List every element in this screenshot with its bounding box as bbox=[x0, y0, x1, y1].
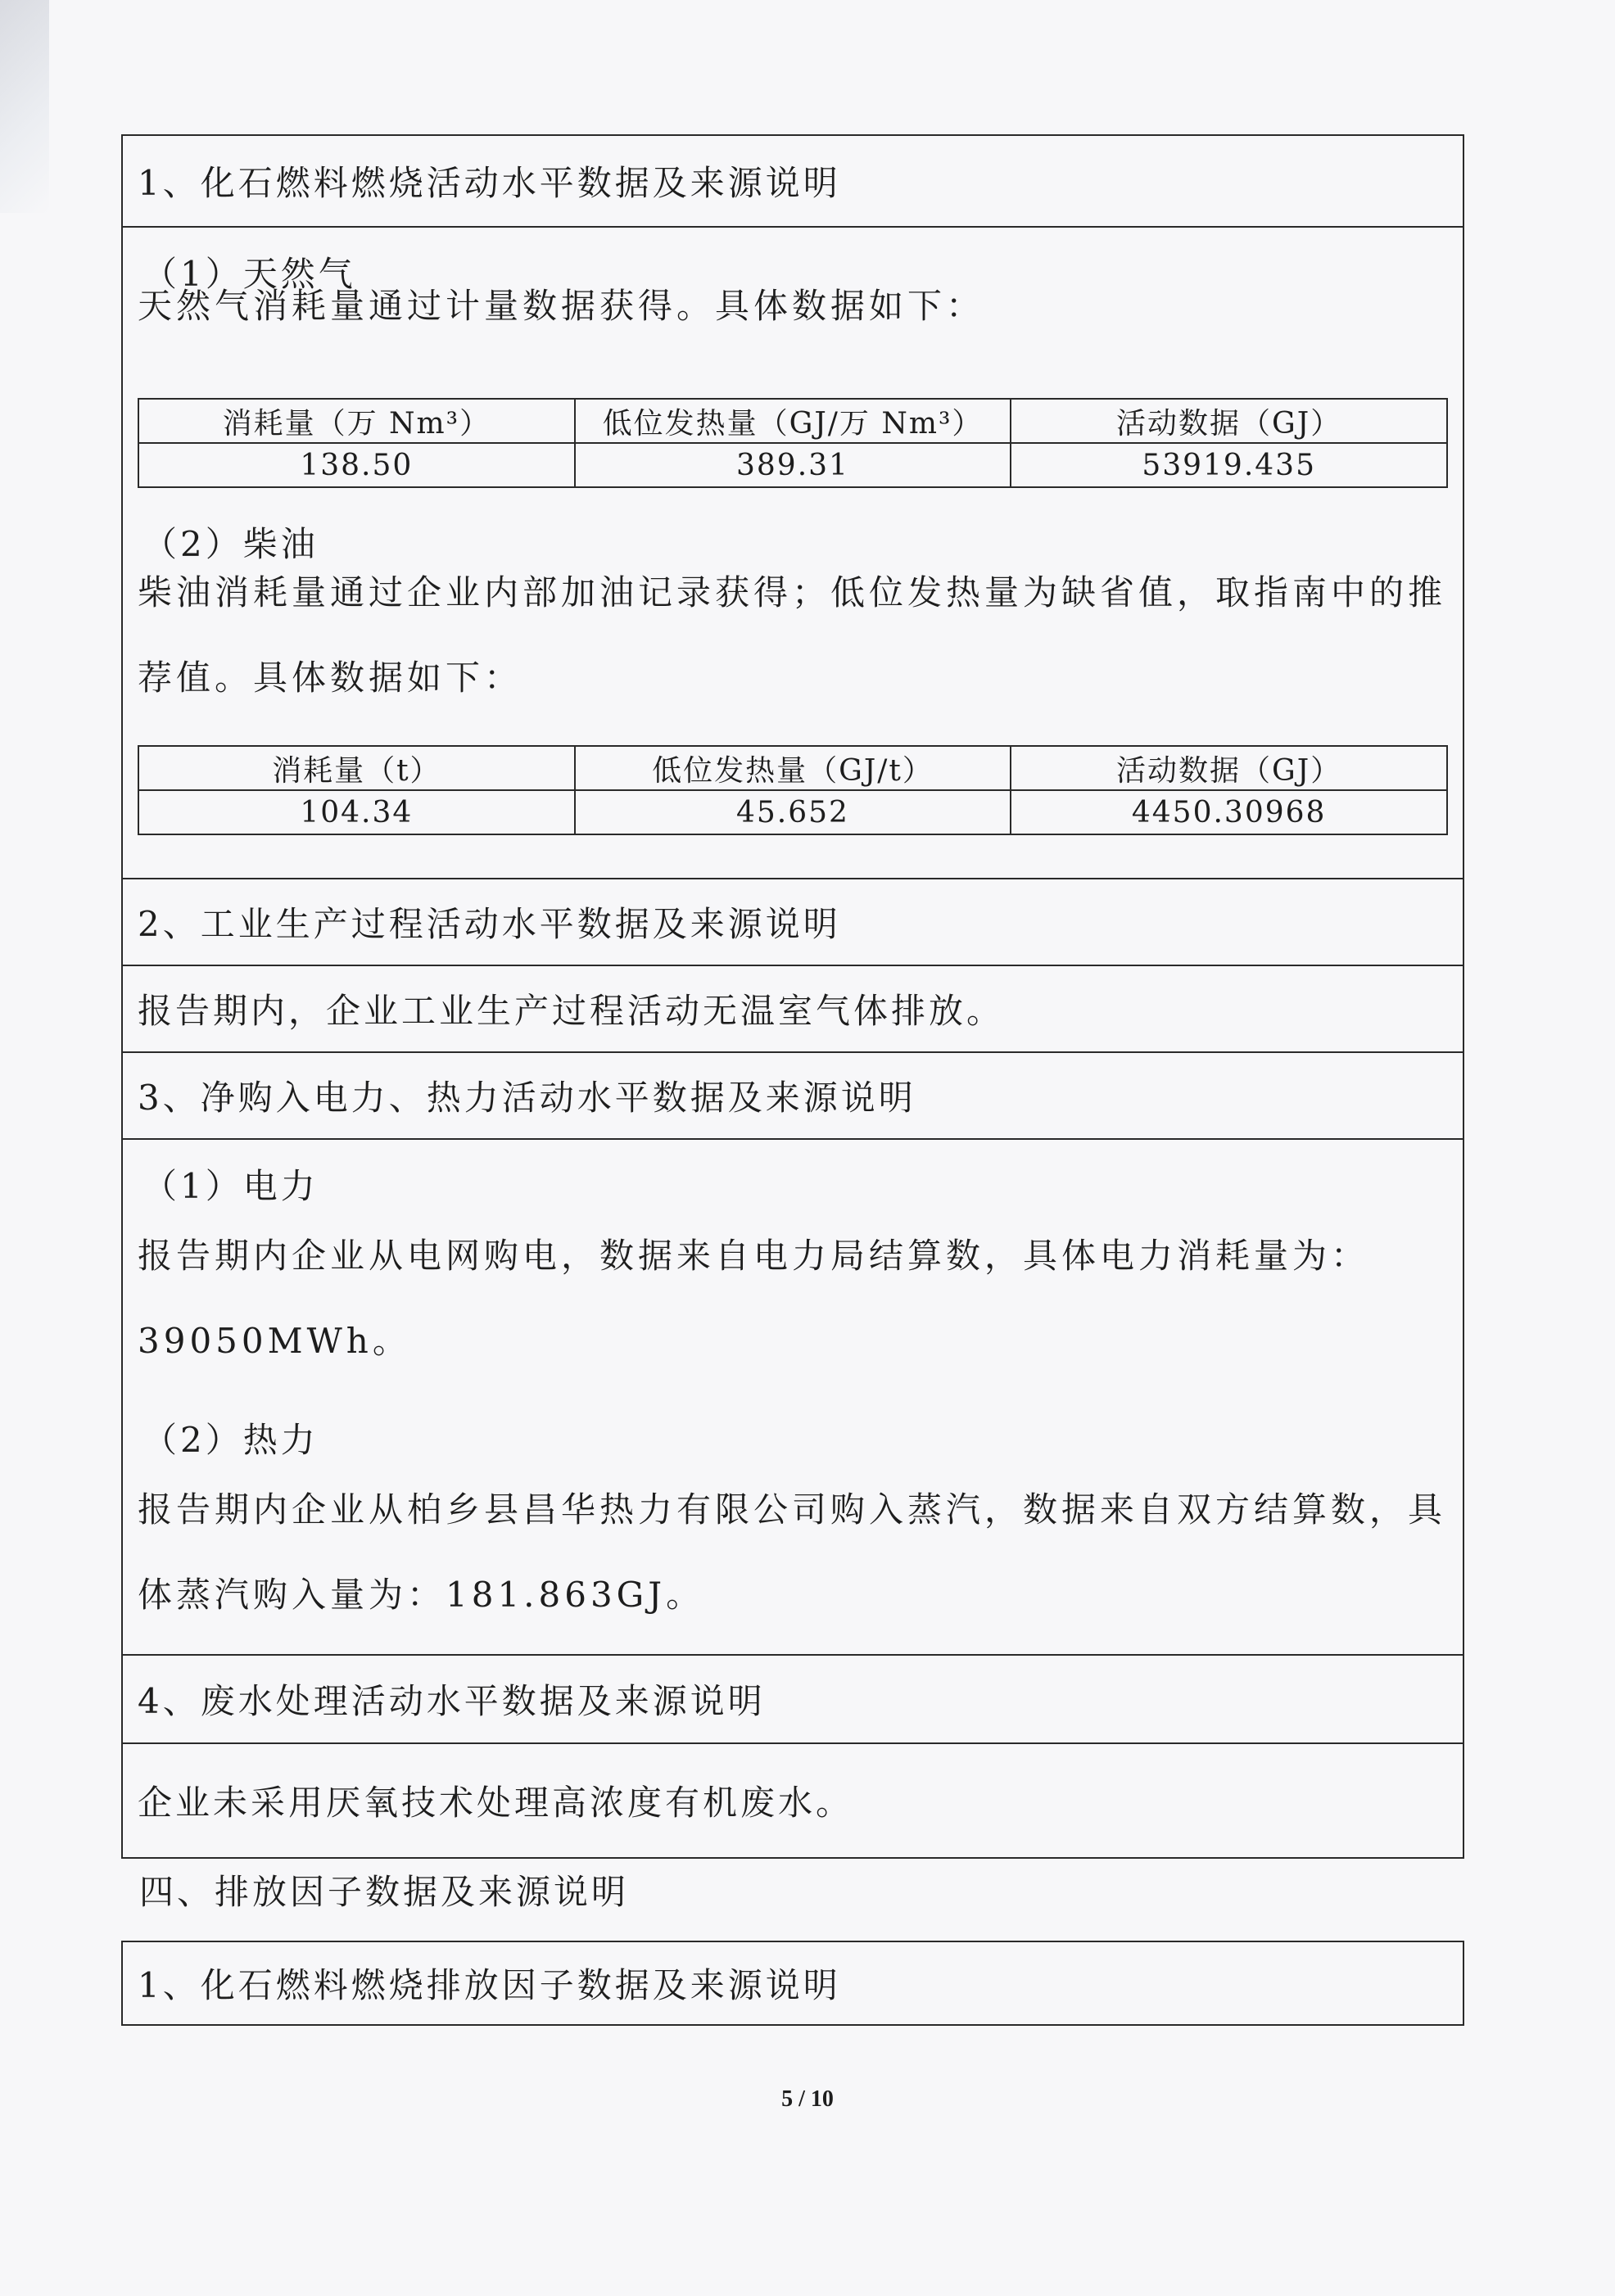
section-1-body bbox=[123, 226, 1463, 878]
page-number: 5 / 10 bbox=[781, 2086, 834, 2112]
diesel-table bbox=[138, 745, 1448, 835]
gas-col-activity: 活动数据（GJ） bbox=[1011, 399, 1447, 443]
diesel-consumption-value: 104.34 bbox=[138, 790, 575, 834]
gas-col-ncv: 低位发热量（GJ/万 Nm³） bbox=[575, 399, 1011, 443]
diesel-ncv-value: 45.652 bbox=[575, 790, 1011, 834]
table-row bbox=[138, 790, 1447, 834]
heat-description-line-1: 报告期内企业从柏乡县昌华热力有限公司购入蒸汽，数据来自双方结算数，具 bbox=[138, 1489, 1447, 1530]
emission-factor-heading-text: 1、化石燃料燃烧排放因子数据及来源说明 bbox=[138, 1965, 841, 2005]
section-4-body bbox=[123, 1742, 1463, 1857]
section-1-heading-text: 1、化石燃料燃烧活动水平数据及来源说明 bbox=[138, 163, 841, 203]
power-description bbox=[123, 1214, 1384, 1384]
power-description-line-1: 报告期内企业从电网购电，数据来自电力局结算数，具体电力消耗量为： bbox=[138, 1236, 1370, 1276]
section-2-heading-text: 2、工业生产过程活动水平数据及来源说明 bbox=[138, 904, 841, 944]
section-3-body bbox=[123, 1138, 1463, 1654]
diesel-col-activity: 活动数据（GJ） bbox=[1011, 746, 1447, 790]
diesel-activity-value: 4450.30968 bbox=[1011, 790, 1447, 834]
diesel-label: （2）柴油 bbox=[142, 524, 319, 564]
gas-table bbox=[138, 398, 1448, 488]
diesel-description bbox=[123, 550, 1461, 721]
section-4-text: 企业未采用厌氧技术处理高浓度有机废水。 bbox=[138, 1783, 854, 1823]
section-2-body bbox=[123, 965, 1463, 1051]
diesel-description-line-2: 荐值。具体数据如下： bbox=[138, 658, 523, 698]
table-header-row bbox=[138, 399, 1447, 443]
gas-col-consumption: 消耗量（万 Nm³） bbox=[138, 399, 575, 443]
section-1-heading bbox=[123, 136, 1463, 226]
diesel-col-consumption: 消耗量（t） bbox=[138, 746, 575, 790]
gas-consumption-value: 138.50 bbox=[138, 443, 575, 487]
section-3-heading bbox=[123, 1051, 1463, 1138]
emission-factor-box bbox=[121, 1941, 1464, 2026]
section-4-heading-text: 4、废水处理活动水平数据及来源说明 bbox=[138, 1681, 766, 1721]
gas-label: （1）天然气 bbox=[142, 254, 356, 294]
heat-label: （2）热力 bbox=[142, 1420, 319, 1460]
section-2-heading bbox=[123, 878, 1463, 965]
activity-data-box bbox=[121, 134, 1464, 1859]
diesel-col-ncv: 低位发热量（GJ/t） bbox=[575, 746, 1011, 790]
heat-description-line-2: 体蒸汽购入量为：181.863GJ。 bbox=[138, 1575, 705, 1615]
gas-activity-value: 53919.435 bbox=[1011, 443, 1447, 487]
emission-factor-heading bbox=[123, 1942, 1463, 2024]
power-description-line-2: 39050MWh。 bbox=[138, 1321, 411, 1361]
heat-description bbox=[123, 1467, 1461, 1638]
chapter-4-heading: 四、排放因子数据及来源说明 bbox=[139, 1872, 630, 1912]
section-3-heading-text: 3、净购入电力、热力活动水平数据及来源说明 bbox=[138, 1078, 916, 1118]
table-row bbox=[138, 443, 1447, 487]
section-4-heading bbox=[123, 1654, 1463, 1742]
gas-description: 天然气消耗量通过计量数据获得。具体数据如下： bbox=[138, 286, 985, 326]
diesel-description-line-1: 柴油消耗量通过企业内部加油记录获得；低位发热量为缺省值，取指南中的推 bbox=[138, 572, 1447, 612]
power-label: （1）电力 bbox=[142, 1166, 319, 1206]
section-2-text: 报告期内，企业工业生产过程活动无温室气体排放。 bbox=[138, 991, 1005, 1031]
table-header-row bbox=[138, 746, 1447, 790]
gas-ncv-value: 389.31 bbox=[575, 443, 1011, 487]
page-edge-shadow bbox=[0, 0, 49, 213]
